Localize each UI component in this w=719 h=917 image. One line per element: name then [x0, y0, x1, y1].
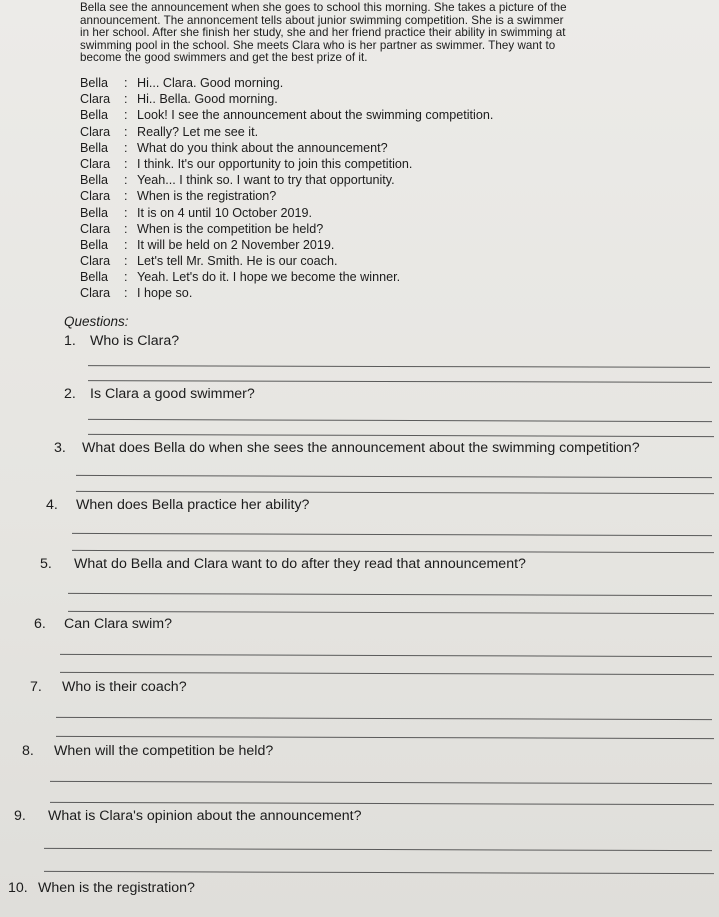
- dialogue: [80, 75, 680, 302]
- dialog-line: [80, 75, 680, 91]
- answer-line[interactable]: [44, 871, 714, 874]
- question-text: Who is their coach?: [62, 679, 187, 695]
- intro-line: Bella see the announcement when she goes to school this morning. She takes a picture of the: [80, 1, 567, 14]
- intro-line: swimming pool in the school. She meets Clara who is her partner as swimmer. They want to: [80, 38, 556, 52]
- colon: :: [124, 92, 128, 107]
- intro-paragraph: [80, 2, 680, 65]
- dialog-text: When is the registration?: [137, 189, 277, 204]
- question-text: Who is Clara?: [90, 333, 180, 349]
- question-number: 2.: [64, 386, 76, 402]
- colon: :: [124, 156, 128, 171]
- intro-line: announcement. The annoncement tells about junior swimming competition. She is a swimmer: [80, 13, 564, 27]
- question: [14, 808, 361, 824]
- question-number: 9.: [14, 808, 26, 824]
- colon: :: [124, 205, 128, 220]
- dialog-text: Hi.. Bella. Good morning.: [137, 92, 278, 107]
- dialog-line: [80, 269, 680, 285]
- dialog-line: [80, 237, 680, 253]
- colon: :: [124, 237, 128, 252]
- speaker: Bella: [80, 76, 109, 90]
- dialog-text: Let's tell Mr. Smith. He is our coach.: [137, 254, 338, 269]
- dialog-text: I think. It's our opportunity to join this competition.: [137, 156, 413, 171]
- question-text: Is Clara a good swimmer?: [90, 386, 255, 402]
- dialog-text: Look! I see the announcement about the swimming competition.: [137, 108, 494, 123]
- answer-line[interactable]: [72, 550, 714, 553]
- question-number: 3.: [54, 440, 66, 456]
- dialog-line: [80, 285, 680, 301]
- speaker: Bella: [80, 140, 109, 155]
- dialog-text: What do you think about the announcement?: [137, 140, 388, 155]
- answer-line[interactable]: [88, 419, 712, 422]
- answer-line[interactable]: [56, 717, 712, 720]
- dialog-line: [80, 124, 680, 140]
- answer-line[interactable]: [50, 781, 712, 784]
- colon: :: [124, 76, 128, 90]
- colon: :: [124, 221, 128, 236]
- speaker: Clara: [80, 221, 111, 236]
- answer-line[interactable]: [88, 434, 714, 437]
- question: [64, 333, 179, 349]
- dialog-text: It is on 4 until 10 October 2019.: [137, 205, 313, 220]
- question-number: 7.: [30, 679, 42, 695]
- dialog-line: [80, 91, 680, 107]
- speaker: Bella: [80, 270, 109, 285]
- questions-heading: Questions:: [64, 314, 129, 329]
- answer-line[interactable]: [68, 611, 714, 614]
- question-text: Can Clara swim?: [64, 616, 173, 632]
- question: [54, 440, 640, 456]
- answer-line[interactable]: [60, 654, 712, 657]
- answer-line[interactable]: [88, 380, 712, 383]
- question-text: When will the competition be held?: [54, 743, 274, 759]
- answer-line[interactable]: [56, 736, 714, 739]
- dialog-line: [80, 205, 680, 221]
- question: [40, 556, 526, 572]
- speaker: Clara: [80, 254, 111, 269]
- question-text: What does Bella do when she sees the announcement about the swimming competition?: [82, 440, 640, 456]
- speaker: Clara: [80, 124, 111, 139]
- question-number: 1.: [64, 333, 76, 349]
- colon: :: [124, 286, 128, 301]
- question: [64, 386, 255, 402]
- question: [34, 616, 172, 632]
- question: [8, 880, 195, 896]
- question: [22, 743, 273, 759]
- dialog-line: [80, 156, 680, 172]
- speaker: Clara: [80, 286, 111, 301]
- answer-line[interactable]: [88, 365, 710, 368]
- answer-line[interactable]: [72, 533, 712, 536]
- dialog-text: It will be held on 2 November 2019.: [137, 237, 335, 252]
- intro-line: become the good swimmers and get the best prize of it.: [80, 51, 368, 65]
- dialog-line: [80, 172, 680, 188]
- speaker: Bella: [80, 173, 109, 188]
- answer-line[interactable]: [44, 848, 712, 851]
- speaker: Clara: [80, 92, 111, 107]
- answer-line[interactable]: [50, 802, 714, 805]
- dialog-text: Yeah... I think so. I want to try that opportunity.: [137, 173, 395, 188]
- speaker: Bella: [80, 108, 109, 123]
- answer-line[interactable]: [60, 672, 714, 675]
- dialog-line: [80, 253, 680, 269]
- dialog-line: [80, 140, 680, 156]
- dialog-text: I hope so.: [137, 286, 193, 301]
- colon: :: [124, 124, 128, 139]
- question: [30, 679, 187, 695]
- intro-line: in her school. After she finish her study, she and her friend practice their ability in swimming at: [80, 26, 566, 40]
- colon: :: [124, 189, 128, 204]
- colon: :: [124, 254, 128, 269]
- dialog-line: [80, 107, 680, 123]
- question-number: 10.: [8, 880, 28, 896]
- dialog-line: [80, 188, 680, 204]
- speaker: Clara: [80, 156, 111, 171]
- answer-line[interactable]: [76, 491, 714, 494]
- question-number: 6.: [34, 616, 46, 632]
- question-text: What do Bella and Clara want to do after they read that announcement?: [74, 556, 526, 572]
- colon: :: [124, 140, 128, 155]
- question-number: 5.: [40, 556, 52, 572]
- question-text: What is Clara's opinion about the announcement?: [48, 808, 362, 824]
- answer-line[interactable]: [76, 475, 712, 478]
- colon: :: [124, 108, 128, 123]
- dialog-text: Yeah. Let's do it. I hope we become the winner.: [137, 270, 401, 285]
- question-number: 8.: [22, 743, 34, 759]
- colon: :: [124, 270, 128, 285]
- question-number: 4.: [46, 497, 58, 513]
- dialog-text: Really? Let me see it.: [137, 124, 259, 139]
- dialog-text: When is the competition be held?: [137, 221, 324, 236]
- speaker: Bella: [80, 205, 109, 220]
- question-text: When is the registration?: [38, 880, 195, 896]
- dialog-line: [80, 221, 680, 237]
- question-text: When does Bella practice her ability?: [76, 497, 310, 513]
- colon: :: [124, 173, 128, 188]
- speaker: Bella: [80, 237, 109, 252]
- answer-line[interactable]: [68, 593, 712, 596]
- dialog-text: Hi... Clara. Good morning.: [137, 76, 284, 90]
- question: [46, 497, 309, 513]
- speaker: Clara: [80, 189, 111, 204]
